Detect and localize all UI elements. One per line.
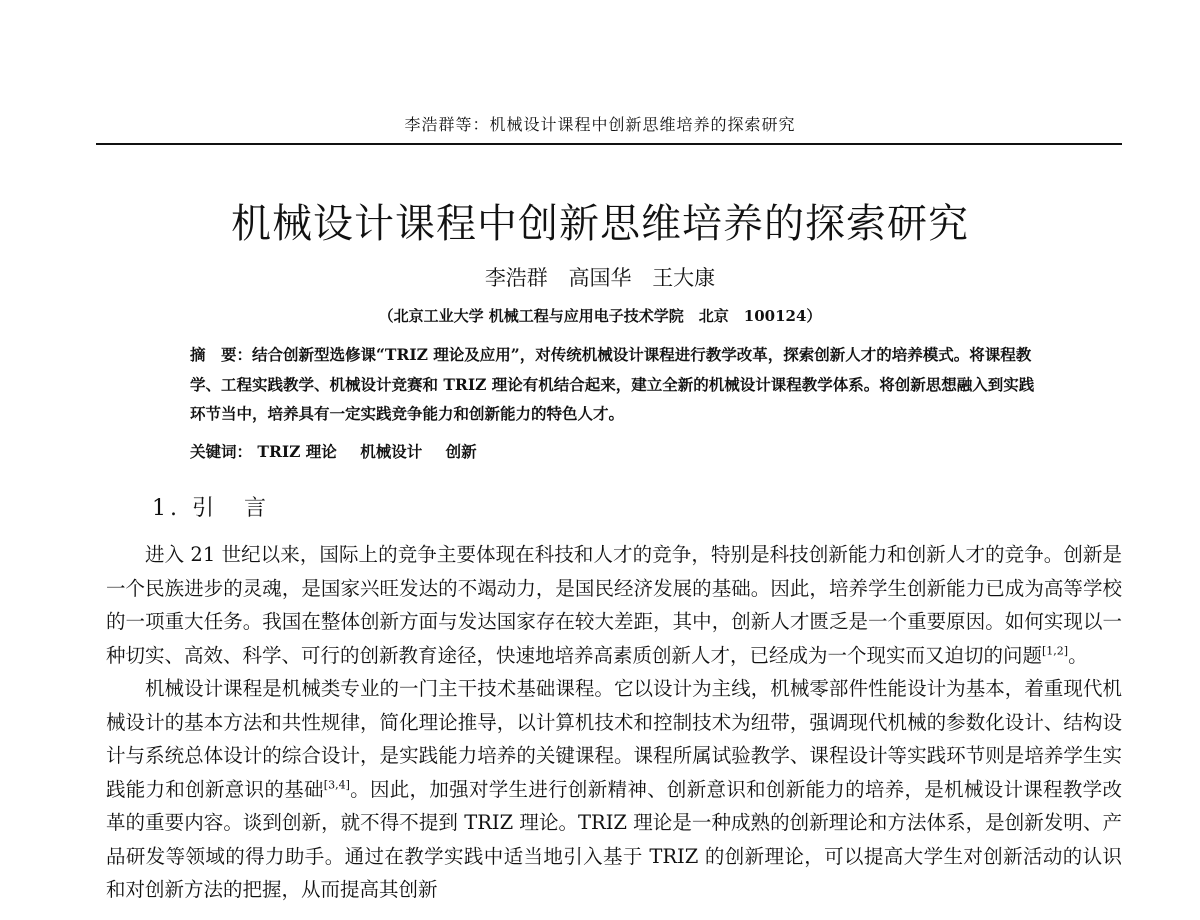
keywords-label: 关键词： (190, 442, 253, 461)
author-name: 王大康 (652, 266, 716, 290)
keyword: 机械设计 (360, 442, 423, 461)
paragraph-tail: 。 (1068, 643, 1088, 667)
abstract (190, 340, 1040, 429)
paragraph-text: 进入 21 世纪以来，国际上的竞争主要体现在科技和人才的竞争，特别是科技创新能力和创新人才的竞争。创新是一个民族进步的灵魂，是国家兴旺发达的不竭动力，是国民经济发展的基础。因此，培养学生创新能力已成为高等学校的一项重大任务。我国在整体创新方面与发达国家存在较大差距，其中，创新人才匮乏是一个重要原因。如何实现以一种切实、高效、科学、可行的创新教育途径，快速地培养高素质创新人才，已经成为一个现实而又迫切的问题 (106, 543, 1122, 667)
abstract-label: 摘 要： (190, 345, 253, 364)
keyword: 创新 (445, 442, 477, 461)
running-header: 李浩群等：机械设计课程中创新思维培养的探索研究 (404, 115, 796, 134)
citation: [3,4] (323, 778, 350, 791)
abstract-text: 结合创新型选修课“TRIZ 理论及应用”，对传统机械设计课程进行教学改革，探索创新人才的培养模式。将课程教学、工程实践教学、机械设计竞赛和 TRIZ 理论有机结合起来，建立全新的机械设计课程教学体系。将创新思想融入到实践环节当中，培养具有一定实践竞争能力和创新能力的特色人才。 (190, 345, 1035, 423)
author-name: 李浩群 (484, 266, 548, 290)
paper-title: 机械设计课程中创新思维培养的探索研究 (231, 201, 969, 247)
affiliation: （北京工业大学 机械工程与应用电子技术学院 北京 100124） (378, 307, 822, 325)
author-list (0, 262, 1200, 292)
paragraph-tail: 。因此，加强对学生进行创新精神、创新意识和创新能力的培养，是机械设计课程教学改革的重要内容。谈到创新，就不得不提到 TRIZ 理论。TRIZ 理论是一种成熟的创新理论和方法体系，是创新发明、产品研发等领域的得力助手。通过在教学实践中适当地引入基于 TRIZ 的创新理论，可以提高大学生对创新活动的认识和对创新方法的把握，从而提高其创新 (106, 777, 1122, 901)
keyword: TRIZ 理论 (257, 442, 337, 461)
citation: [1,2] (1042, 644, 1069, 657)
paragraph (106, 538, 1122, 672)
section-heading: 1. 引 言 (152, 496, 270, 521)
paragraph-text: 机械设计课程是机械类专业的一门主干技术基础课程。它以设计为主线，机械零部件性能设计为基本，着重现代机械设计的基本方法和共性规律，简化理论推导，以计算机技术和控制技术为纽带，强调现代机械的参数化设计、结构设计与系统总体设计的综合设计，是实践能力培养的关键课程。课程所属试验教学、课程设计等实践环节则是培养学生实践能力和创新意识的基础 (106, 677, 1122, 801)
paragraph (106, 672, 1122, 907)
body-text (106, 538, 1122, 907)
header-rule (96, 143, 1122, 145)
keywords (190, 440, 495, 462)
author-name: 高国华 (568, 266, 632, 290)
